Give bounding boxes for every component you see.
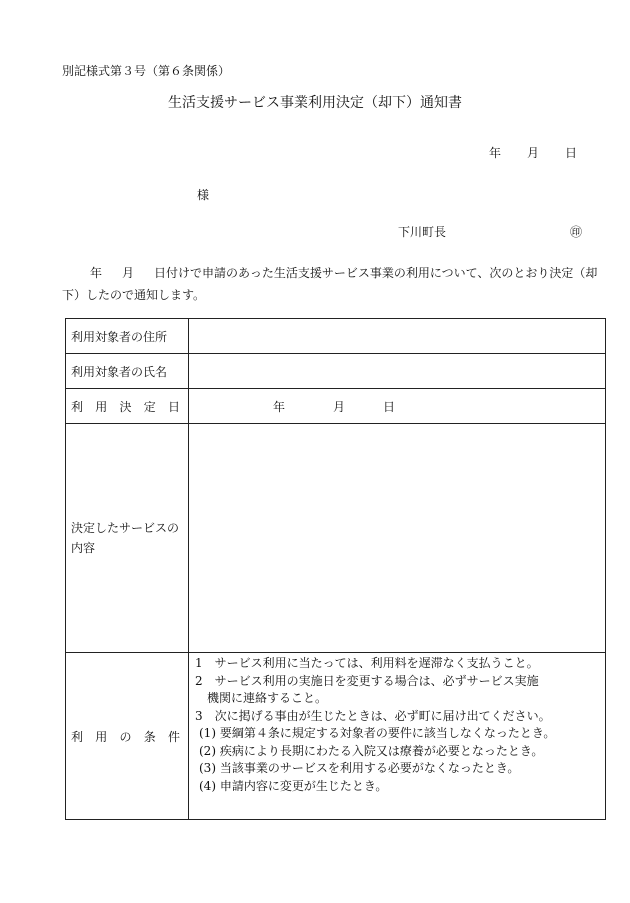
decision-date-label-char: 用 [95,399,108,414]
decision-date-year: 年 [273,399,286,414]
conditions-label-char: の [119,729,132,744]
notice-date-year: 年 [489,146,502,160]
service-value [189,424,606,653]
condition-item: 3 次に掲げる事由が生じたときは、必ず町に届け出てください。 [195,708,551,723]
conditions-label-char: 件 [167,729,180,744]
conditions-label-char: 条 [143,729,156,744]
condition-item: 1 サービス利用に当たっては、利用料を遅滞なく支払うこと。 [195,656,539,670]
body-year: 年 [90,266,103,280]
condition-item: 機関に連絡すること。 [207,691,328,705]
condition-item: 2 サービス利用の実施日を変更する場合は、必ずサービス実施 [195,673,539,688]
conditions-label-char: 利 [71,729,84,744]
issuer-name: 下川町長 [398,225,447,239]
conditions-label [66,653,189,820]
condition-item: (1) 要綱第４条に規定する対象者の要件に該当しなくなったとき。 [199,726,556,740]
table-row [66,389,606,424]
decision-date-value [189,389,606,424]
notice-date-month: 月 [527,146,540,160]
recipient-honorific: 様 [197,188,210,202]
decision-date-label-char: 日 [167,399,180,414]
conditions-list [189,653,606,820]
name-label: 利用対象者の氏名 [66,354,189,389]
decision-date-month: 月 [333,399,346,414]
decision-date-label-char: 利 [71,399,84,414]
table-row [66,319,606,354]
table-row [66,424,606,653]
table-row [66,354,606,389]
conditions-label-char: 用 [95,729,108,744]
form-number-label: 別記様式第３号（第６条関係） [62,64,231,78]
address-label: 利用対象者の住所 [66,319,189,354]
notice-body [62,262,610,306]
body-text: 日付けで申請のあった生活支援サービス事業の利用について、次のとおり決定（却下）したので通知します。 [62,266,598,302]
document-title: 生活支援サービス事業利用決定（却下）通知書 [168,95,462,111]
decision-date-label-char: 決 [119,399,132,414]
notice-date-day: 日 [565,146,578,160]
condition-item: (2) 疾病により長期にわたる入院又は療養が必要となったとき。 [199,743,544,758]
decision-date-label [66,389,189,424]
decision-date-label-char: 定 [143,399,156,414]
condition-item: (3) 当該事業のサービスを利用する必要がなくなったとき。 [199,761,520,775]
notice-date [489,144,577,161]
service-label: 決定したサービスの内容 [66,424,189,653]
condition-item: (4) 申請内容に変更が生じたとき。 [199,778,388,793]
seal-mark: ㊞ [570,225,583,239]
table-row [66,653,606,820]
address-value [189,319,606,354]
body-month: 月 [122,266,135,280]
name-value [189,354,606,389]
decision-date-day: 日 [383,399,396,414]
decision-table [65,318,606,820]
